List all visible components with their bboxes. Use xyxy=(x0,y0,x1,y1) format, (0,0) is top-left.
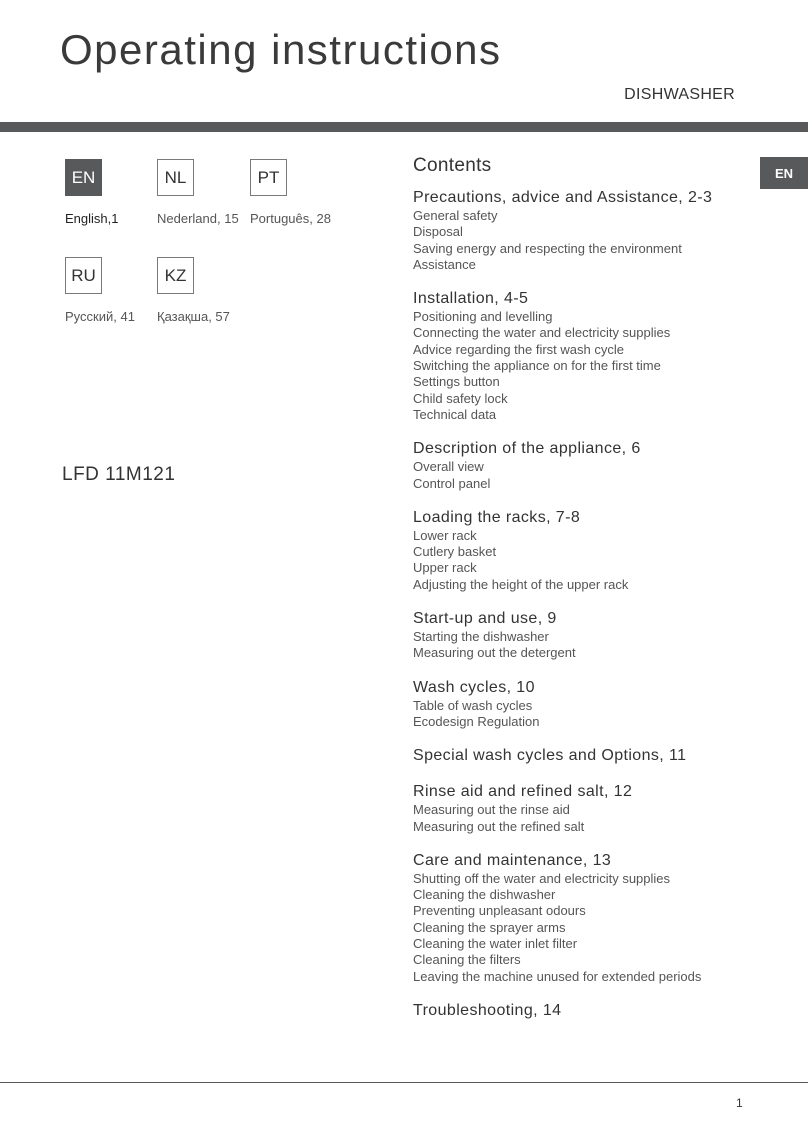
section-item[interactable]: Child safety lock xyxy=(413,390,508,406)
section-item[interactable]: Upper rack xyxy=(413,560,477,576)
language-code: RU xyxy=(71,265,96,285)
product-category: DISHWASHER xyxy=(624,86,735,103)
section-item[interactable]: Adjusting the height of the upper rack xyxy=(413,576,629,592)
language-code: KZ xyxy=(164,265,187,285)
section-title[interactable]: Loading the racks, 7-8 xyxy=(413,508,581,526)
section-item[interactable]: Lower rack xyxy=(413,527,477,543)
section-item[interactable]: Cleaning the sprayer arms xyxy=(413,919,566,935)
contents-section xyxy=(413,677,758,731)
section-item[interactable]: General safety xyxy=(413,208,498,223)
page-number: 1 xyxy=(736,1096,743,1110)
page-title: Operating instructions xyxy=(60,26,502,73)
section-item[interactable]: Positioning and levelling xyxy=(413,309,553,325)
contents-section xyxy=(413,608,758,662)
section-title[interactable]: Rinse aid and refined salt, 12 xyxy=(413,783,633,801)
section-item[interactable]: Preventing unpleasant odours xyxy=(413,903,586,919)
section-title[interactable]: Description of the appliance, 6 xyxy=(413,440,641,458)
language-box-ru[interactable] xyxy=(65,257,102,294)
language-label-ru[interactable]: Русский, 41 xyxy=(65,309,135,324)
section-item[interactable]: Table of wash cycles xyxy=(413,697,533,713)
contents-section xyxy=(413,507,758,593)
section-item[interactable]: Switching the appliance on for the first time xyxy=(413,358,661,374)
contents-section xyxy=(413,187,758,273)
section-item[interactable]: Cleaning the water inlet filter xyxy=(413,936,578,952)
language-label-pt[interactable]: Português, 28 xyxy=(250,211,331,226)
contents-section xyxy=(413,288,758,423)
section-item[interactable]: Measuring out the detergent xyxy=(413,645,576,661)
table-of-contents xyxy=(413,154,758,1036)
contents-section xyxy=(413,745,758,766)
language-label-nl[interactable]: Nederland, 15 xyxy=(157,211,239,226)
section-item[interactable]: Leaving the machine unused for extended periods xyxy=(413,968,702,984)
section-item[interactable]: Control panel xyxy=(413,475,491,491)
contents-section xyxy=(413,1000,758,1021)
model-number: LFD 11M121 xyxy=(62,464,176,485)
section-item[interactable]: Assistance xyxy=(413,256,476,272)
section-item[interactable]: Disposal xyxy=(413,224,463,240)
section-item[interactable]: Overall view xyxy=(413,459,484,475)
language-box-en[interactable] xyxy=(65,159,102,196)
contents-section xyxy=(413,781,758,835)
language-side-tab: EN xyxy=(760,157,808,189)
section-item[interactable]: Connecting the water and electricity supplies xyxy=(413,325,671,341)
section-title[interactable]: Care and maintenance, 13 xyxy=(413,851,612,869)
section-item[interactable]: Saving energy and respecting the environment xyxy=(413,240,682,256)
language-code: EN xyxy=(71,167,96,187)
language-code: PT xyxy=(257,167,280,187)
contents-section xyxy=(413,850,758,985)
section-item[interactable]: Cleaning the dishwasher xyxy=(413,887,556,903)
footer-divider xyxy=(0,1082,808,1083)
section-title[interactable]: Troubleshooting, 14 xyxy=(413,1001,562,1019)
header-divider xyxy=(0,122,808,132)
language-label-kz[interactable]: Қазақша, 57 xyxy=(157,309,230,324)
contents-sections xyxy=(413,187,758,1021)
section-item[interactable]: Starting the dishwasher xyxy=(413,629,549,645)
contents-title: Contents xyxy=(413,155,492,176)
section-title[interactable]: Wash cycles, 10 xyxy=(413,678,535,696)
contents-section xyxy=(413,438,758,492)
section-title[interactable]: Special wash cycles and Options, 11 xyxy=(413,747,687,765)
section-title[interactable]: Installation, 4-5 xyxy=(413,290,529,308)
language-box-pt[interactable] xyxy=(250,159,287,196)
section-item[interactable]: Advice regarding the first wash cycle xyxy=(413,341,624,357)
section-item[interactable]: Technical data xyxy=(413,406,497,422)
language-box-nl[interactable] xyxy=(157,159,194,196)
section-item[interactable]: Cutlery basket xyxy=(413,544,497,560)
section-title[interactable]: Precautions, advice and Assistance, 2-3 xyxy=(413,189,713,206)
language-code: NL xyxy=(164,167,187,187)
section-item[interactable]: Cleaning the filters xyxy=(413,952,521,968)
section-title[interactable]: Start-up and use, 9 xyxy=(413,610,557,628)
language-label-en[interactable]: English,1 xyxy=(65,211,119,226)
section-item[interactable]: Measuring out the refined salt xyxy=(413,818,585,834)
section-item[interactable]: Settings button xyxy=(413,374,500,390)
language-box-kz[interactable] xyxy=(157,257,194,294)
section-item[interactable]: Ecodesign Regulation xyxy=(413,713,540,729)
section-item[interactable]: Shutting off the water and electricity supplies xyxy=(413,870,671,886)
section-item[interactable]: Measuring out the rinse aid xyxy=(413,802,570,818)
